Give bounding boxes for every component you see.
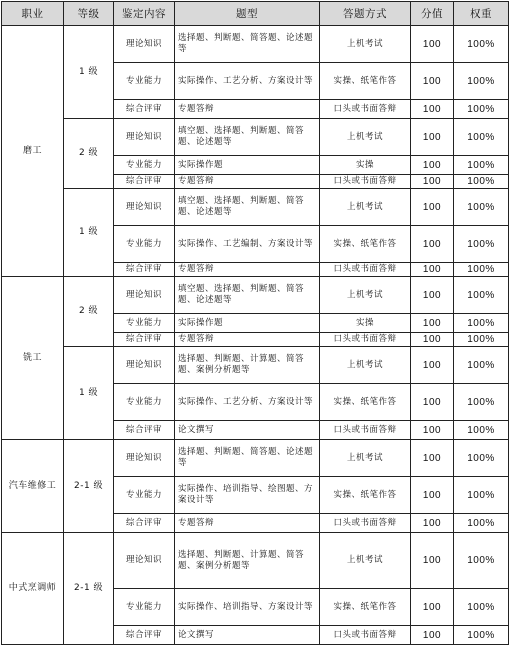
weight-cell: 100% <box>454 100 509 119</box>
method-cell: 实操、纸笔作答 <box>320 589 411 626</box>
question-type-cell: 实际操作题 <box>175 314 320 333</box>
question-type-cell: 实际操作、工艺分析、方案设计等 <box>175 63 320 100</box>
question-type-cell: 实际操作、工艺编制、方案设计等 <box>175 226 320 263</box>
content-cell: 理论知识 <box>114 119 175 156</box>
table-row <box>2 533 509 589</box>
content-cell: 专业能力 <box>114 156 175 175</box>
header-score: 分值 <box>411 2 454 26</box>
method-cell: 实操、纸笔作答 <box>320 63 411 100</box>
question-type-cell: 论文撰写 <box>175 626 320 645</box>
content-cell: 综合评审 <box>114 626 175 645</box>
method-cell: 上机考试 <box>320 440 411 477</box>
weight-cell: 100% <box>454 440 509 477</box>
method-cell: 口头或书面答辩 <box>320 421 411 440</box>
content-cell: 综合评审 <box>114 100 175 119</box>
table-row <box>2 119 509 156</box>
question-type-cell: 选择题、判断题、计算题、简答题、案例分析题等 <box>175 347 320 384</box>
score-cell: 100 <box>411 477 454 514</box>
question-type-cell: 专题答辩 <box>175 263 320 277</box>
header-question-type: 题型 <box>175 2 320 26</box>
content-cell: 理论知识 <box>114 189 175 226</box>
occupation-cell: 汽车维修工 <box>2 440 64 533</box>
occupation-cell: 铣工 <box>2 277 64 440</box>
score-cell: 100 <box>411 514 454 533</box>
score-cell: 100 <box>411 384 454 421</box>
level-cell: 1 级 <box>64 347 114 440</box>
content-cell: 理论知识 <box>114 347 175 384</box>
question-type-cell: 选择题、判断题、简答题、论述题等 <box>175 440 320 477</box>
content-cell: 综合评审 <box>114 514 175 533</box>
table-row <box>2 347 509 384</box>
weight-cell: 100% <box>454 533 509 589</box>
question-type-cell: 实际操作、培训指导、方案设计等 <box>175 589 320 626</box>
question-type-cell: 专题答辩 <box>175 333 320 347</box>
score-cell: 100 <box>411 626 454 645</box>
method-cell: 口头或书面答辩 <box>320 175 411 189</box>
weight-cell: 100% <box>454 277 509 314</box>
header-row <box>2 2 509 26</box>
score-cell: 100 <box>411 156 454 175</box>
weight-cell: 100% <box>454 477 509 514</box>
weight-cell: 100% <box>454 156 509 175</box>
score-cell: 100 <box>411 533 454 589</box>
level-cell: 1 级 <box>64 26 114 119</box>
method-cell: 口头或书面答辩 <box>320 514 411 533</box>
weight-cell: 100% <box>454 63 509 100</box>
question-type-cell: 实际操作题 <box>175 156 320 175</box>
weight-cell: 100% <box>454 226 509 263</box>
weight-cell: 100% <box>454 333 509 347</box>
method-cell: 上机考试 <box>320 119 411 156</box>
method-cell: 实操 <box>320 314 411 333</box>
question-type-cell: 选择题、判断题、简答题、论述题等 <box>175 26 320 63</box>
level-cell: 2 级 <box>64 277 114 347</box>
level-cell: 2-1 级 <box>64 440 114 533</box>
question-type-cell: 专题答辩 <box>175 100 320 119</box>
method-cell: 上机考试 <box>320 347 411 384</box>
header-weight: 权重 <box>454 2 509 26</box>
header-occupation: 职业 <box>2 2 64 26</box>
question-type-cell: 专题答辩 <box>175 175 320 189</box>
score-cell: 100 <box>411 189 454 226</box>
content-cell: 综合评审 <box>114 175 175 189</box>
table-row <box>2 189 509 226</box>
table-row <box>2 26 509 63</box>
method-cell: 上机考试 <box>320 189 411 226</box>
weight-cell: 100% <box>454 189 509 226</box>
score-cell: 100 <box>411 226 454 263</box>
score-cell: 100 <box>411 347 454 384</box>
assessment-table <box>1 1 509 645</box>
weight-cell: 100% <box>454 314 509 333</box>
content-cell: 专业能力 <box>114 314 175 333</box>
score-cell: 100 <box>411 175 454 189</box>
method-cell: 实操、纸笔作答 <box>320 384 411 421</box>
weight-cell: 100% <box>454 589 509 626</box>
method-cell: 实操、纸笔作答 <box>320 226 411 263</box>
question-type-cell: 实际操作、培训指导、绘图题、方案设计等 <box>175 477 320 514</box>
score-cell: 100 <box>411 26 454 63</box>
content-cell: 专业能力 <box>114 477 175 514</box>
method-cell: 实操 <box>320 156 411 175</box>
method-cell: 口头或书面答辩 <box>320 626 411 645</box>
method-cell: 上机考试 <box>320 26 411 63</box>
method-cell: 上机考试 <box>320 277 411 314</box>
content-cell: 综合评审 <box>114 263 175 277</box>
method-cell: 实操、纸笔作答 <box>320 477 411 514</box>
score-cell: 100 <box>411 277 454 314</box>
question-type-cell: 填空题、选择题、判断题、简答题、论述题等 <box>175 277 320 314</box>
content-cell: 专业能力 <box>114 226 175 263</box>
weight-cell: 100% <box>454 347 509 384</box>
score-cell: 100 <box>411 263 454 277</box>
content-cell: 理论知识 <box>114 533 175 589</box>
weight-cell: 100% <box>454 175 509 189</box>
question-type-cell: 专题答辩 <box>175 514 320 533</box>
table-row <box>2 277 509 314</box>
content-cell: 理论知识 <box>114 440 175 477</box>
score-cell: 100 <box>411 100 454 119</box>
occupation-cell: 中式烹调师 <box>2 533 64 645</box>
weight-cell: 100% <box>454 514 509 533</box>
weight-cell: 100% <box>454 119 509 156</box>
score-cell: 100 <box>411 314 454 333</box>
content-cell: 专业能力 <box>114 384 175 421</box>
occupation-cell: 磨工 <box>2 26 64 277</box>
method-cell: 口头或书面答辩 <box>320 333 411 347</box>
method-cell: 口头或书面答辩 <box>320 263 411 277</box>
level-cell: 2 级 <box>64 119 114 189</box>
score-cell: 100 <box>411 589 454 626</box>
question-type-cell: 实际操作、工艺分析、方案设计等 <box>175 384 320 421</box>
score-cell: 100 <box>411 421 454 440</box>
weight-cell: 100% <box>454 421 509 440</box>
method-cell: 口头或书面答辩 <box>320 100 411 119</box>
content-cell: 理论知识 <box>114 26 175 63</box>
content-cell: 理论知识 <box>114 277 175 314</box>
content-cell: 综合评审 <box>114 333 175 347</box>
question-type-cell: 填空题、选择题、判断题、简答题、论述题等 <box>175 119 320 156</box>
content-cell: 专业能力 <box>114 63 175 100</box>
score-cell: 100 <box>411 119 454 156</box>
question-type-cell: 选择题、判断题、计算题、简答题、案例分析题等 <box>175 533 320 589</box>
level-cell: 2-1 级 <box>64 533 114 645</box>
header-method: 答题方式 <box>320 2 411 26</box>
content-cell: 综合评审 <box>114 421 175 440</box>
weight-cell: 100% <box>454 263 509 277</box>
weight-cell: 100% <box>454 384 509 421</box>
content-cell: 专业能力 <box>114 589 175 626</box>
method-cell: 上机考试 <box>320 533 411 589</box>
question-type-cell: 论文撰写 <box>175 421 320 440</box>
weight-cell: 100% <box>454 626 509 645</box>
weight-cell: 100% <box>454 26 509 63</box>
header-content: 鉴定内容 <box>114 2 175 26</box>
table-row <box>2 440 509 477</box>
level-cell: 1 级 <box>64 189 114 277</box>
score-cell: 100 <box>411 333 454 347</box>
score-cell: 100 <box>411 440 454 477</box>
table-body <box>2 26 509 645</box>
header-level: 等级 <box>64 2 114 26</box>
score-cell: 100 <box>411 63 454 100</box>
question-type-cell: 填空题、选择题、判断题、简答题、论述题等 <box>175 189 320 226</box>
